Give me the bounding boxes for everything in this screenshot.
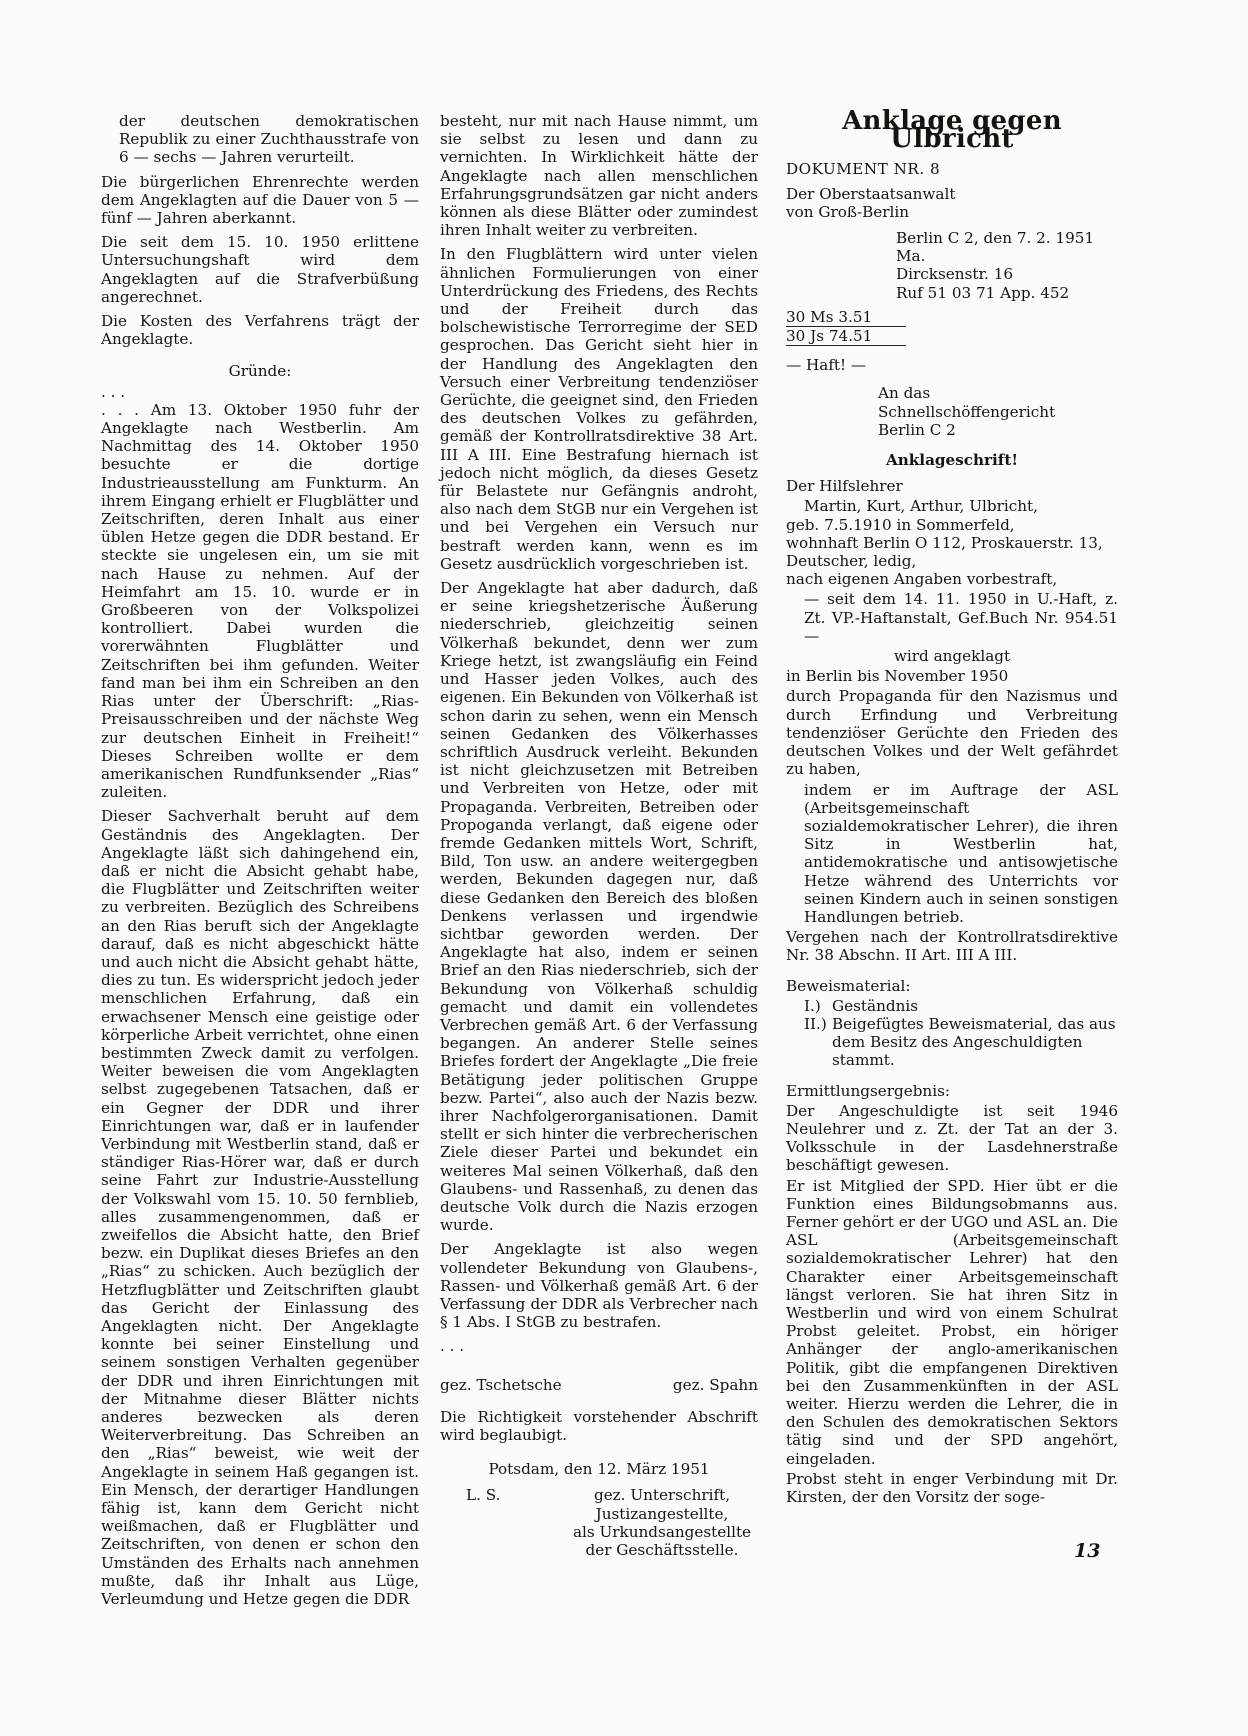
list-item-label: II.)	[804, 1014, 827, 1033]
recipient-block	[786, 384, 1118, 439]
person-line: geb. 7.5.1910 in Sommerfeld,	[786, 515, 1015, 534]
ellipsis: . . .	[440, 1337, 465, 1356]
person-line: Deutscher, ledig,	[786, 552, 917, 571]
signatures-row	[440, 1376, 758, 1394]
sender-line: Der Oberstaatsanwalt	[786, 184, 956, 203]
address-line: Berlin C 2, den 7. 2. 1951 Ma.	[896, 229, 1095, 266]
person-block	[786, 497, 1118, 588]
person-line: Martin, Kurt, Arthur, Ulbricht,	[804, 497, 1038, 516]
investigation-heading: Ermittlungsergebnis:	[786, 1081, 950, 1100]
investigation-paragraph-2: Er ist Mitglied der SPD. Hier übt er die Funktion eines Bildungsobmanns aus. Ferner gehört er der UGO und ASL an. Die ASL (Arbeitsgemeinschaft sozialdemokratischer Lehrer) hat den Charakter einer Arbeitsgemeinschaft längst verloren. Sie hat ihren Sitz in Westberlin und wird von einem Schulrat Probst geleitet. Probst, ein höriger Anhänger der anglo-amerikanischen Politik, gibt die empfangenen Direktiven bei den Zusammenkünften in der ASL weiter. Hierzu werden die Lehrer, die in den Schulen des demokratischen Sektors tätig sind und der SPD angehört, eingeladen.	[786, 1176, 1118, 1468]
conclusion-paragraph: Der Angeklagte ist also wegen vollendeter Bekundung von Glaubens-, Rassen- und Völkerhaß gemäß Art. 6 der Verfassung der DDR als Verbrecher nach § 1 Abs. I StGB zu bestrafen.	[440, 1240, 758, 1332]
list-item-label: I.)	[804, 996, 821, 1015]
person-line: wohnhaft Berlin O 112, Proskauerstr. 13,	[786, 533, 1103, 552]
column-left	[101, 112, 419, 1614]
document-number: DOKUMENT NR. 8	[786, 160, 941, 179]
list-item-text: Geständnis	[832, 996, 919, 1015]
article-headline: Anklage gegen Ulbricht	[842, 106, 1062, 155]
haft-note: — Haft! —	[786, 356, 867, 375]
file-number-js: 30 Js 74.51	[786, 327, 906, 346]
charge-detail-paragraph: indem er im Auftrage der ASL (Arbeitsgemeinschaft sozialdemokratischer Lehrer), die ihren Sitz in Westberlin hat, antidemokratische und antisowjetische Hetze während des Unterrichts vor seinen Kindern auch in seinen sonstigen Handlungen betrieb.	[804, 780, 1118, 926]
recipient-line: Berlin C 2	[878, 420, 956, 439]
signature-spahn: gez. Spahn	[672, 1375, 758, 1394]
list-item	[804, 1015, 1118, 1070]
clerk-line: der Geschäftsstelle.	[585, 1541, 739, 1560]
reasoning-paragraph: Dieser Sachverhalt beruht auf dem Geständnis des Angeklagten. Der Angeklagte läßt sich dahingehend ein, daß er nicht die Absicht gehabt habe, die Flugblätter und Zeitschriften weiter zu verbreiten. Bezüglich des Schreibens an den Rias beruft sich der Angeklagte darauf, daß es nicht abgeschickt hätte und auch nicht die Absicht gehabt hätte, dies zu tun. Es widerspricht jedoch jeder menschlichen Erfahrung, daß ein erwachsener Mensch eine geistige oder körperliche Arbeit verrichtet, ohne einen bestimmten Zweck damit zu verfolgen. Weiter beweisen die vom Angeklagten selbst zugegebenen Tatsachen, daß er ein Gegner der DDR und ihrer Einrichtungen war, daß er in laufender Verbindung mit Westberlin stand, daß er ständiger Rias-Hörer war, daß er durch seine Fahrt zur Industrie-Ausstellung der Volkswahl vom 15. 10. 50 fernblieb, alles zusammengenommen, daß er zweifellos die Absicht hatte, den Brief bezw. ein Duplikat dieses Briefes an den „Rias“ zu schicken. Auch bezüglich der Hetzflugblätter und Zeitschriften glaubt das Gericht der Einlassung des Angeklagten nicht. Der Angeklagte konnte bei seiner Einstellung und seinem sonstigen Verhalten gegenüber der DDR und ihren Einrichtungen mit der Mitnahme dieser Blätter nichts anderes bezwecken als deren Weiterverbreitung. Das Schreiben an den „Rias“ beweist, wie weit der Angeklagte in seinem Haß gegangen ist. Ein Mensch, der derartiger Handlungen fähig ist, kann dem Gericht nicht weißmachen, daß er Flugblätter und Zeitschriften, von denen er schon den Umständen des Erhalts nach annehmen mußte, daß ihr Inhalt aus Lüge, Verleumdung und Hetze gegen die DDR	[101, 807, 419, 1609]
facts-paragraph: . . . Am 13. Oktober 1950 fuhr der Angeklagte nach Westberlin. Am Nachmittag des 14. Oktober 1950 besuchte er die dortige Industrieausstellung am Funkturm. An ihrem Eingang erhielt er Flugblätter und Zeitschriften, deren Inhalt aus einer üblen Hetze gegen die DDR bestand. Er steckte sie ungelesen ein, um sie mit nach Hause zu nehmen. Auf der Heimfahrt am 15. 10. wurde er in Großbeeren von der Volkspolizei kontrolliert. Dabei wurden die vorerwähnten Flugblätter und Zeitschriften bei ihm gefunden. Weiter fand man bei ihm ein Schreiben an den Rias unter der Überschrift: „Rias-Preisausschreiben und der nächste Weg zur deutschen Einheit in Freiheit!“ Dieses Schreiben wollte er dem amerikanischen Rundfunksender „Rias“ zuleiten.	[101, 400, 419, 802]
ellipsis: . . .	[101, 382, 126, 401]
leaflets-paragraph: In den Flugblättern wird unter vielen ähnlichen Formulierungen von einer Unterdrückung des Friedens, des Rechts und der Freiheit durch das bolschewistische Terrorregime der SED gesprochen. Das Gericht sieht hier in der Handlung des Angeklagten den Versuch einer Verbreitung tendenziöser Gerüchte, die geeignet sind, den Frieden des deutschen Volkes zu gefährden, gemäß der Kontrollratsdirektive 38 Art. III A III. Eine Bestrafung hiernach ist jedoch nicht möglich, da dieses Gesetz für Belastete nur Gefängnis androht, also nach dem StGB nur ein Vergehen ist und bei Vergehen ein Versuch nur bestraft werden kann, wenn es im Gesetz ausdrücklich vorgeschrieben ist.	[440, 245, 758, 573]
column-middle	[440, 112, 758, 1559]
custody-detail: — seit dem 14. 11. 1950 in U.-Haft, z. Zt. VP.-Haftanstalt, Gef.Buch Nr. 954.51 —	[804, 590, 1118, 645]
address-block	[786, 229, 1118, 302]
place-date: Potsdam, den 12. März 1951	[488, 1460, 710, 1479]
list-item-text: Beigefügtes Beweismaterial, das aus dem Besitz des Angeschuldigten stammt.	[832, 1014, 1116, 1070]
recipient-line: Schnellschöffengericht	[878, 402, 1056, 421]
evidence-list	[786, 997, 1118, 1070]
clerk-line: als Urkundsangestellte	[572, 1522, 752, 1541]
hate-paragraph: Der Angeklagte hat aber dadurch, daß er seine kriegshetzerische Äußerung niederschrieb, gleichzeitig seinen Völkerhaß bekundet, denn wer zum Kriege hetzt, ist zwangsläufig ein Feind und Hasser jeden Volkes, auch des eigenen. Ein Bekunden von Völkerhaß ist schon darin zu sehen, wenn ein Mensch seinen Gedanken des Völkerhasses schriftlich Ausdruck verleiht. Bekunden ist nicht gleichzusetzen mit Betreiben und Verbreiten von Hetze, oder mit Propaganda. Verbreiten, Betreiben oder Propoganda verlangt, daß eigene oder fremde Gedanken mittels Wort, Schrift, Bild, Ton usw. an andere weitergegben werden, Bekunden dagegen nur, daß diese Gedanken den Bereich des bloßen Denkens verlassen und irgendwie sichtbar geworden werden. Der Angeklagte hat also, indem er seinen Brief an den Rias niederschrieb, sich der Bekundung von Völkerhaß schuldig gemacht und damit ein vollendetes Verbrechen gemäß Art. 6 der Verfassung begangen. An anderer Stelle seines Briefes fordert der Angeklagte „Die freie Betätigung jeder politischen Gruppe bezw. Partei“, also auch der Nazis bezw. ihrer Nachfolgerorganisationen. Damit stellt er sich hinter die verbrecherischen Ziele dieser Partei und bekundet ein weiteres Mal seinen Völkerhaß, daß den Glaubens- und Rassenhaß, zu denen das deutsche Volk durch die Nazis erzogen wurde.	[440, 579, 758, 1235]
clerk-signature	[566, 1486, 758, 1559]
offense-paragraph: Vergehen nach der Kontrollratsdirektive Nr. 38 Abschn. II Art. III A III.	[786, 928, 1118, 965]
evidence-heading: Beweismaterial:	[786, 976, 911, 995]
seal-ls: L. S.	[466, 1486, 501, 1505]
anklageschrift-heading: Anklageschrift!	[885, 451, 1019, 470]
signature-tschetsche: gez. Tschetsche	[440, 1375, 562, 1394]
hilfslehrer: Der Hilfslehrer	[786, 477, 903, 496]
person-line: nach eigenen Angaben vorbestraft,	[786, 570, 1058, 589]
wird-angeklagt: wird angeklagt	[893, 647, 1011, 666]
charge-paragraph: durch Propaganda für den Nazismus und durch Erfindung und Verbreitung tendenziöser Gerüchte den Frieden des deutschen Volkes und der Welt gefährdet zu haben,	[786, 687, 1118, 779]
verdict-paragraph: der deutschen demokratischen Republik zu einer Zuchthausstrafe von 6 — sechs — Jahren verurteilt.	[119, 112, 419, 167]
file-numbers	[786, 308, 1118, 346]
gruende-heading: Gründe:	[228, 362, 292, 381]
custody-paragraph: Die seit dem 15. 10. 1950 erlittene Untersuchungshaft wird dem Angeklagten auf die Strafverbüßung angerechnet.	[101, 233, 419, 306]
period: in Berlin bis November 1950	[786, 667, 1009, 686]
investigation-paragraph-3: Probst steht in enger Verbindung mit Dr. Kirsten, der den Vorsitz der soge-	[786, 1469, 1118, 1507]
clerk-line: gez. Unterschrift,	[593, 1486, 731, 1505]
civil-rights-paragraph: Die bürgerlichen Ehrenrechte werden dem Angeklagten auf die Dauer von 5 — fünf — Jahren aberkannt.	[101, 172, 419, 228]
file-number-ms: 30 Ms 3.51	[786, 308, 906, 327]
seal-signature-block	[440, 1486, 758, 1559]
certification-paragraph: Die Richtigkeit vorstehender Abschrift wird beglaubigt.	[440, 1407, 758, 1445]
investigation-paragraph-1: Der Angeschuldigte ist seit 1946 Neulehrer und z. Zt. der Tat an der 3. Volksschule in der Lasdehnerstraße beschäftigt gewesen.	[786, 1101, 1118, 1175]
continuation-paragraph: besteht, nur mit nach Hause nimmt, um sie selbst zu lesen und dann zu vernichten. In Wirklichkeit hätte der Angeklagte nach allen menschlichen Erfahrungsgrundsätzen gar nicht anders können als diese Blätter oder zumindest ihren Inhalt weiter zu verbreiten.	[440, 112, 758, 240]
sender-line: von Groß-Berlin	[786, 202, 910, 221]
address-line: Ruf 51 03 71 App. 452	[896, 283, 1070, 302]
page-number: 13	[1074, 1540, 1101, 1562]
costs-paragraph: Die Kosten des Verfahrens trägt der Angeklagte.	[101, 312, 419, 349]
recipient-line: An das	[878, 384, 931, 403]
clerk-line: Justizangestellte,	[595, 1504, 729, 1523]
list-item	[804, 997, 1118, 1015]
sender-block	[786, 185, 1118, 221]
column-right	[786, 106, 1118, 1512]
address-line: Dircksenstr. 16	[896, 265, 1014, 284]
